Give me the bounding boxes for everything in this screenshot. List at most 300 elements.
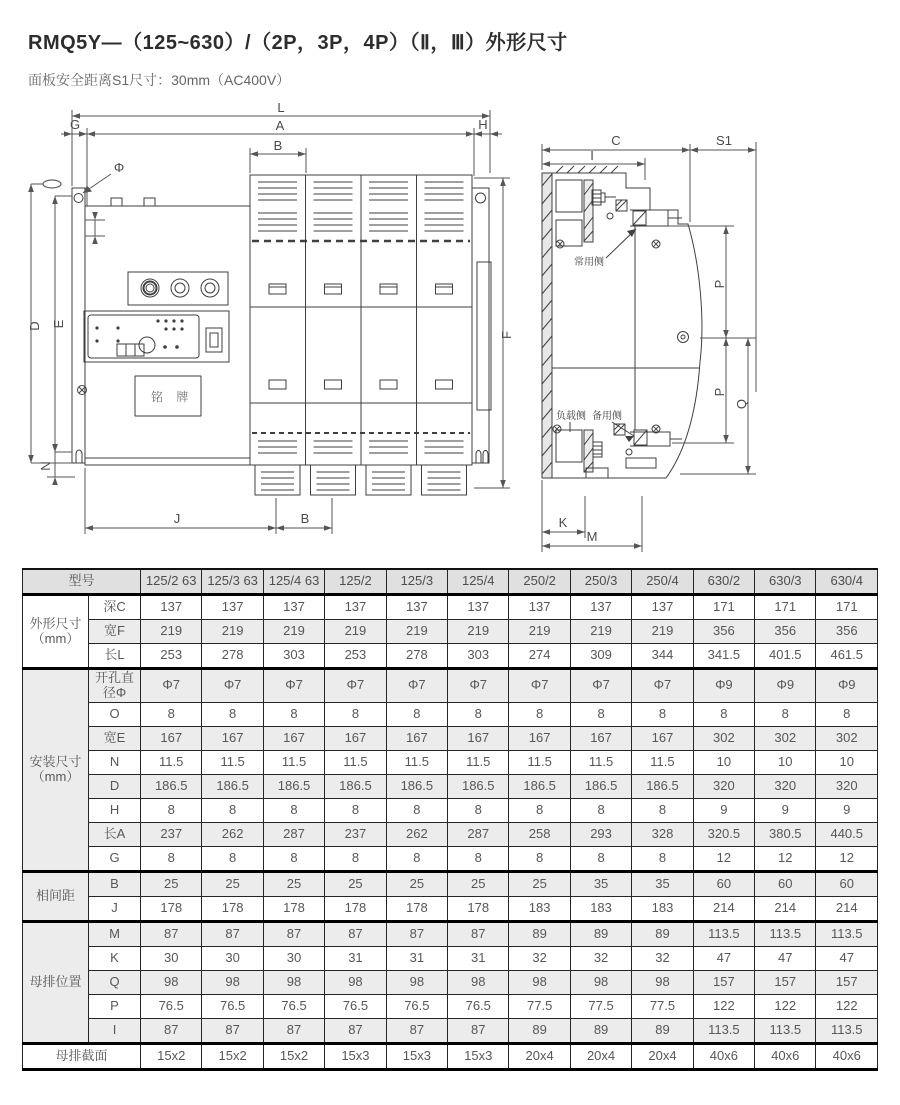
table-row [23,871,878,896]
page-subtitle: 面板安全距离S1尺寸：30mm（AC400V） [28,72,291,88]
dim-N: N [38,461,53,471]
table-row [23,1018,878,1043]
table-cell: 8 [509,846,570,871]
dim-G: G [69,117,81,132]
table-cell: 258 [509,822,570,846]
table-cell: 10 [816,750,878,774]
model-column-header: 125/2 63 [141,569,202,595]
row-label: I [89,1018,141,1043]
table-cell: 30 [263,946,324,970]
table-cell: 137 [448,595,509,620]
table-cell: 157 [693,970,754,994]
table-cell: 320.5 [693,822,754,846]
table-cell: 113.5 [816,1018,878,1043]
table-cell: 219 [509,620,570,644]
row-label: Q [89,970,141,994]
table-cell: 122 [693,994,754,1018]
dim-I: I [590,148,594,163]
row-label: H [89,798,141,822]
table-cell: 440.5 [816,822,878,846]
table-cell: 32 [632,946,693,970]
table-row [23,846,878,871]
table-cell: 253 [141,644,202,669]
table-row [23,921,878,946]
table-cell: 98 [141,970,202,994]
dimensions-table [22,568,878,1071]
row-label: 长L [89,644,141,669]
table-cell: 186.5 [509,774,570,798]
table-cell: 15x3 [386,1043,447,1069]
rocker-switch [206,328,222,352]
footer-label: 母排截面 [23,1043,141,1069]
table-cell: 157 [755,970,816,994]
table-cell: 262 [202,822,263,846]
table-cell: 167 [325,726,386,750]
table-cell: 32 [509,946,570,970]
table-cell: 35 [632,871,693,896]
table-cell: 11.5 [448,750,509,774]
table-cell: 25 [263,871,324,896]
table-row [23,726,878,750]
table-cell: 219 [263,620,324,644]
table-cell: 214 [693,896,754,921]
table-cell: 8 [325,702,386,726]
table-cell: 8 [325,846,386,871]
table-cell: 10 [693,750,754,774]
table-cell: 40x6 [816,1043,878,1069]
table-cell: 137 [632,595,693,620]
panel-knob [139,337,155,353]
model-column-header: 125/4 63 [263,569,324,595]
table-cell: 137 [202,595,263,620]
row-label: 长A [89,822,141,846]
table-cell: 8 [570,702,631,726]
table-row [23,644,878,669]
table-cell: 8 [141,798,202,822]
model-column-header: 125/3 [386,569,447,595]
table-cell: 186.5 [141,774,202,798]
side-view-drawing [530,100,895,552]
table-cell: 186.5 [386,774,447,798]
table-cell: 328 [632,822,693,846]
table-cell: 219 [570,620,631,644]
row-label: 深C [89,595,141,620]
table-cell: 87 [448,921,509,946]
table-cell: 8 [263,846,324,871]
table-cell: 98 [509,970,570,994]
table-cell: Φ9 [816,669,878,703]
table-cell: 89 [570,921,631,946]
table-cell: 87 [386,921,447,946]
table-cell: 178 [386,896,447,921]
table-cell: 167 [632,726,693,750]
model-column-header: 630/3 [755,569,816,595]
row-group-label: 外形尺寸（mm） [23,595,89,669]
table-cell: 302 [693,726,754,750]
table-row [23,620,878,644]
table-cell: 11.5 [141,750,202,774]
table-cell: 8 [632,702,693,726]
dim-P-bottom: P [712,387,727,397]
table-cell: 89 [632,921,693,946]
table-cell: 8 [448,702,509,726]
table-cell: 77.5 [509,994,570,1018]
table-cell: 8 [509,798,570,822]
table-cell: 401.5 [755,644,816,669]
table-row [23,822,878,846]
table-cell: 320 [816,774,878,798]
table-cell: 253 [325,644,386,669]
table-cell: 89 [632,1018,693,1043]
dim-Q: Q [734,398,749,410]
table-row [23,750,878,774]
row-label: 开孔直径Φ [89,669,141,703]
model-column-header: 125/2 [325,569,386,595]
table-cell: 10 [755,750,816,774]
table-cell: Φ9 [755,669,816,703]
table-cell: 11.5 [202,750,263,774]
model-column-header: 250/4 [632,569,693,595]
table-cell: 87 [386,1018,447,1043]
table-cell: 30 [202,946,263,970]
table-cell: 344 [632,644,693,669]
table-cell: 11.5 [325,750,386,774]
row-label: D [89,774,141,798]
table-cell: 8 [632,846,693,871]
table-cell: 40x6 [755,1043,816,1069]
table-cell: 89 [570,1018,631,1043]
table-cell: 47 [816,946,878,970]
table-cell: 186.5 [570,774,631,798]
table-cell: 76.5 [386,994,447,1018]
table-cell: 219 [448,620,509,644]
table-cell: 89 [509,921,570,946]
table-cell: 8 [386,846,447,871]
table-cell: 219 [325,620,386,644]
table-cell: 214 [816,896,878,921]
table-cell: 178 [263,896,324,921]
table-cell: 76.5 [263,994,324,1018]
table-cell: 25 [202,871,263,896]
load-side-label: 负载侧 [556,411,586,422]
table-cell: Φ7 [202,669,263,703]
table-cell: 15x3 [325,1043,386,1069]
table-cell: 8 [141,846,202,871]
table-cell: 32 [570,946,631,970]
table-cell: 20x4 [509,1043,570,1069]
table-cell: 137 [325,595,386,620]
model-column-header: 125/3 63 [202,569,263,595]
table-cell: 87 [325,1018,386,1043]
table-cell: 113.5 [755,921,816,946]
table-cell: 76.5 [448,994,509,1018]
dim-K: K [558,515,568,530]
table-cell: 76.5 [141,994,202,1018]
table-cell: 8 [325,798,386,822]
table-cell: 183 [570,896,631,921]
row-label: M [89,921,141,946]
table-footer-row [23,1043,878,1069]
table-cell: 87 [263,1018,324,1043]
table-cell: 219 [141,620,202,644]
table-cell: 40x6 [693,1043,754,1069]
table-cell: 12 [816,846,878,871]
dim-L: L [277,100,285,115]
front-view-drawing [25,100,520,552]
table-cell: 219 [386,620,447,644]
table-cell: 87 [263,921,324,946]
model-column-header: 125/4 [448,569,509,595]
table-cell: 98 [325,970,386,994]
table-cell: 47 [755,946,816,970]
table-cell: 98 [202,970,263,994]
table-cell: 237 [325,822,386,846]
table-cell: 8 [386,798,447,822]
table-cell: Φ9 [693,669,754,703]
table-cell: 11.5 [509,750,570,774]
table-cell: 60 [816,871,878,896]
table-cell: 303 [448,644,509,669]
table-cell: 25 [325,871,386,896]
table-cell: 237 [141,822,202,846]
table-cell: 8 [386,702,447,726]
table-cell: 137 [263,595,324,620]
row-label: N [89,750,141,774]
table-cell: 137 [509,595,570,620]
model-column-header: 250/2 [509,569,570,595]
table-cell: 262 [386,822,447,846]
table-cell: 98 [448,970,509,994]
row-label: J [89,896,141,921]
table-cell: 87 [202,921,263,946]
dim-phi: Φ [113,160,125,175]
table-cell: 12 [755,846,816,871]
table-cell: 20x4 [632,1043,693,1069]
table-cell: 219 [632,620,693,644]
table-cell: 15x2 [141,1043,202,1069]
table-cell: 31 [448,946,509,970]
table-cell: 8 [570,798,631,822]
table-cell: 76.5 [202,994,263,1018]
table-cell: 178 [202,896,263,921]
table-cell: 8 [632,798,693,822]
table-cell: 98 [263,970,324,994]
table-cell: 8 [570,846,631,871]
table-cell: 20x4 [570,1043,631,1069]
table-cell: Φ7 [509,669,570,703]
table-cell: 77.5 [632,994,693,1018]
table-cell: 171 [816,595,878,620]
table-cell: 8 [263,798,324,822]
table-cell: 157 [816,970,878,994]
table-cell: 8 [755,702,816,726]
row-group-label: 母排位置 [23,921,89,1043]
row-label: P [89,994,141,1018]
table-cell: Φ7 [263,669,324,703]
table-cell: 11.5 [386,750,447,774]
table-cell: 8 [202,846,263,871]
dim-M: M [586,529,598,544]
dim-D: D [27,321,42,331]
table-cell: 309 [570,644,631,669]
row-label: 宽F [89,620,141,644]
table-cell: 287 [448,822,509,846]
table-cell: 186.5 [448,774,509,798]
technical-drawings [0,100,900,552]
table-cell: 167 [141,726,202,750]
dimension-arrows [28,113,506,531]
dim-E: E [51,319,66,329]
table-row [23,669,878,703]
table-cell: 47 [693,946,754,970]
table-cell: Φ7 [325,669,386,703]
table-cell: 113.5 [816,921,878,946]
table-cell: 122 [755,994,816,1018]
table-cell: 25 [448,871,509,896]
table-cell: 87 [325,921,386,946]
table-cell: 8 [448,846,509,871]
table-cell: 15x3 [448,1043,509,1069]
table-cell: 11.5 [632,750,693,774]
table-cell: Φ7 [386,669,447,703]
side-body [542,166,702,478]
table-cell: 30 [141,946,202,970]
table-cell: 9 [693,798,754,822]
row-label: G [89,846,141,871]
table-cell: 137 [570,595,631,620]
dim-F: F [499,331,514,339]
table-cell: 89 [509,1018,570,1043]
front-body [43,175,491,495]
dim-C: C [611,133,621,148]
dim-H: H [478,117,488,132]
table-cell: 31 [386,946,447,970]
table-cell: 171 [755,595,816,620]
table-row [23,595,878,620]
table-cell: 113.5 [755,1018,816,1043]
table-cell: 87 [141,1018,202,1043]
table-cell: 113.5 [693,1018,754,1043]
row-group-label: 安装尺寸（mm） [23,669,89,872]
dim-P-top: P [712,279,727,289]
table-cell: Φ7 [141,669,202,703]
table-cell: 137 [386,595,447,620]
table-cell: 274 [509,644,570,669]
front-dimensions [28,110,510,534]
table-cell: 171 [693,595,754,620]
table-cell: Φ7 [570,669,631,703]
table-cell: 167 [448,726,509,750]
table-cell: 15x2 [202,1043,263,1069]
table-cell: 167 [202,726,263,750]
model-column-header: 250/3 [570,569,631,595]
table-cell: 77.5 [570,994,631,1018]
table-cell: 167 [509,726,570,750]
table-cell: 76.5 [325,994,386,1018]
table-cell: 8 [693,702,754,726]
table-cell: 8 [202,798,263,822]
row-label: B [89,871,141,896]
table-cell: 8 [448,798,509,822]
row-label: 宽E [89,726,141,750]
table-cell: 183 [632,896,693,921]
table-cell: 25 [509,871,570,896]
table-cell: 87 [202,1018,263,1043]
dim-B-top: B [273,138,283,153]
table-cell: 8 [509,702,570,726]
table-row [23,774,878,798]
table-cell: 219 [202,620,263,644]
backup-side-label: 备用侧 [592,411,622,422]
table-cell: 25 [141,871,202,896]
table-cell: 293 [570,822,631,846]
table-cell: 9 [755,798,816,822]
table-cell: 8 [202,702,263,726]
dim-A: A [275,118,285,133]
table-cell: 214 [755,896,816,921]
row-group-label: 相间距 [23,871,89,921]
table-cell: 167 [570,726,631,750]
table-cell: 178 [448,896,509,921]
table-cell: 12 [693,846,754,871]
dim-J: J [173,511,181,526]
table-cell: 11.5 [570,750,631,774]
row-label: O [89,702,141,726]
table-cell: 60 [755,871,816,896]
dim-S1: S1 [716,133,732,148]
table-cell: 60 [693,871,754,896]
table-cell: 35 [570,871,631,896]
table-cell: 137 [141,595,202,620]
table-cell: 113.5 [693,921,754,946]
model-header-cell: 型号 [23,569,141,595]
table-cell: 302 [816,726,878,750]
table-cell: 167 [263,726,324,750]
table-cell: 380.5 [755,822,816,846]
table-cell: Φ7 [448,669,509,703]
front-dimension-labels [27,100,514,526]
table-row [23,896,878,921]
table-cell: Φ7 [632,669,693,703]
table-row [23,798,878,822]
table-cell: 278 [202,644,263,669]
table-cell: 287 [263,822,324,846]
page-title: RMQ5Y—（125~630）/（2P，3P，4P）（Ⅱ，Ⅲ）外形尺寸 [28,32,568,54]
table-cell: 356 [755,620,816,644]
table-header-row [23,569,878,595]
table-cell: 186.5 [325,774,386,798]
dim-B-bottom: B [300,511,310,526]
table-cell: 98 [386,970,447,994]
table-cell: 461.5 [816,644,878,669]
table-cell: 186.5 [632,774,693,798]
table-cell: 8 [141,702,202,726]
row-label: K [89,946,141,970]
table-cell: 278 [386,644,447,669]
table-cell: 178 [141,896,202,921]
table-cell: 11.5 [263,750,324,774]
table-cell: 303 [263,644,324,669]
table-cell: 8 [816,702,878,726]
slot-hole [43,180,61,188]
table-cell: 356 [693,620,754,644]
table-cell: 25 [386,871,447,896]
table-cell: 320 [693,774,754,798]
table-cell: 87 [141,921,202,946]
table-row [23,702,878,726]
table-cell: 31 [325,946,386,970]
table-cell: 178 [325,896,386,921]
